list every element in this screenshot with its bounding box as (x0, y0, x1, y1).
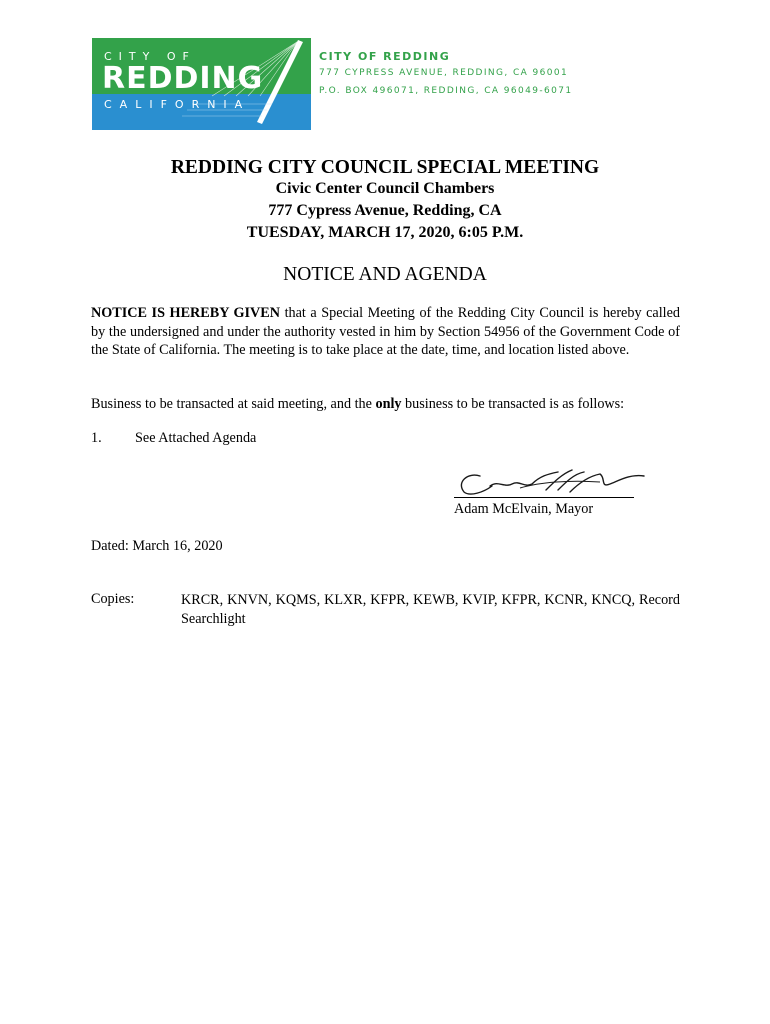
notice-body: that a Special Meeting of the Redding City Council is hereby called by the undersigned and under the authority vested in him by Section 54956 of the Government Code of the State of California. The meeting is to take place at the date, time, and location listed above. (91, 305, 680, 358)
dated-line: Dated: March 16, 2020 (91, 538, 223, 554)
business-paragraph (91, 395, 680, 414)
agenda-item-text: See Attached Agenda (135, 430, 257, 446)
business-emphasis: only (375, 396, 402, 412)
logo-california: CALIFORNIA (104, 98, 251, 111)
business-after: business to be transacted is as follows: (401, 396, 625, 412)
notice-heading: NOTICE AND AGENDA (283, 264, 487, 285)
document-title: REDDING CITY COUNCIL SPECIAL MEETING (170, 157, 600, 178)
copies-label: Copies: (91, 591, 135, 607)
letterhead-pobox: P.O. BOX 496071, REDDING, CA 96049-6071 (319, 86, 573, 96)
city-logo (92, 38, 311, 130)
meeting-datetime: TUESDAY, MARCH 17, 2020, 6:05 P.M. (246, 224, 524, 241)
mayor-signature (450, 464, 650, 500)
logo-redding: REDDING (102, 61, 264, 96)
logo-city-of: CITY OF (104, 50, 196, 63)
signature-line (454, 497, 634, 498)
business-before: Business to be transacted at said meeting, and the (91, 396, 376, 412)
meeting-venue: Civic Center Council Chambers (275, 180, 495, 197)
copies-list: KRCR, KNVN, KQMS, KLXR, KFPR, KEWB, KVIP, KFPR, KCNR, KNCQ, Record Searchlight (181, 592, 680, 627)
notice-paragraph (91, 304, 680, 360)
notice-lead: NOTICE IS HEREBY GIVEN (91, 305, 280, 321)
letterhead-address: 777 CYPRESS AVENUE, REDDING, CA 96001 (319, 68, 569, 78)
signer-name: Adam McElvain, Mayor (454, 501, 594, 517)
meeting-address: 777 Cypress Avenue, Redding, CA (268, 202, 502, 219)
letterhead (319, 50, 573, 104)
agenda-item-number: 1. (91, 430, 102, 446)
letterhead-name: CITY OF REDDING (319, 50, 451, 63)
